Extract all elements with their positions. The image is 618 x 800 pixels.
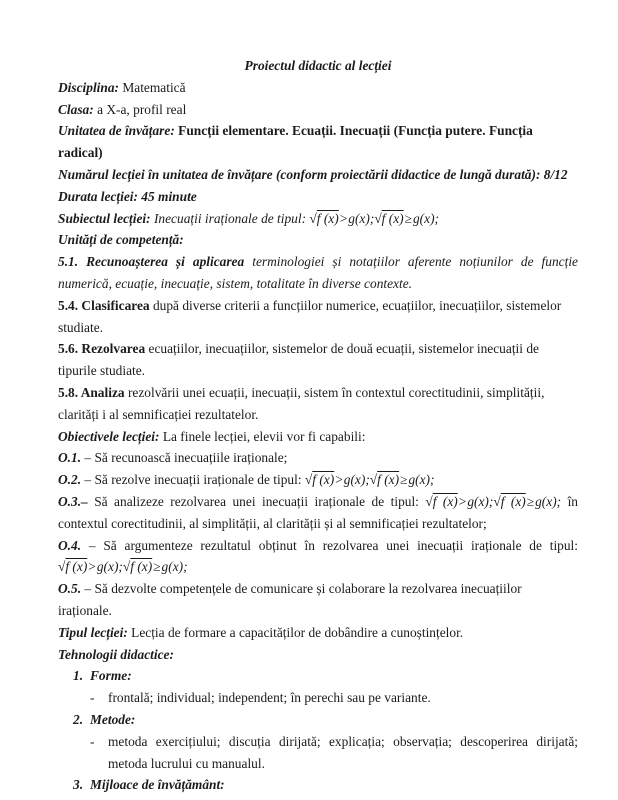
page-title-line [58,55,578,77]
field-unitatea-label: Unitatea de învățare: [58,123,175,139]
field-unitatea [58,120,578,164]
obiectiv-o1: O.1. – Să recunoască inecuațiile iraționale; [58,450,288,466]
irrational-inequality-formula: √f (x)>g(x);√f (x)≥g(x); [309,210,439,226]
field-durata-lectiei: Durata lecției: 45 minute [58,188,197,204]
obiectiv-o4: O.4. – Să argumenteze rezultatul obținut în rezolvarea unei inecuații iraționale de tipul: √f (x)>g(x);√f (x)≥g(x); [58,537,578,575]
competenta-5-6: 5.6. Rezolvarea ecuațiilor, inecuațiilor, sistemelor de două ecuații, sistemelor inecuații de tipurile studiate. [58,341,539,379]
field-unitatea-value: Funcții elementare. Ecuații. Inecuații (Funcția putere. Funcția radical) [58,123,533,161]
field-subiectul-label: Subiectul lecției: [58,210,151,226]
list-number: 2. [73,711,84,727]
heading-obiective: Obiectivele lecției: La finele lecției, elevii vor fi capabili: [58,428,366,444]
list-item-forme: 1. Forme: [58,665,578,687]
field-tipul-lectiei: Tipul lecției: Lecția de formare a capacităților de dobândire a cunoștințelor. [58,624,464,640]
dash-bullet: - [90,690,95,706]
field-clasa-label: Clasa: [58,101,94,117]
field-disciplina-label: Disciplina: [58,79,120,95]
field-disciplina-value: Matematică [119,79,186,95]
field-clasa [58,99,578,121]
field-subiectul-lectiei [58,208,578,230]
heading-unitati-competenta: Unități de competență: [58,232,184,248]
heading-tehnologii: Tehnologii didactice: [58,646,174,662]
list-item-metode: 2. Metode: [58,709,578,731]
list-item-mijloace: 3. Mijloace de învățământ: [58,774,578,796]
obiectiv-o3: O.3.– Să analizeze rezolvarea unei inecuații iraționale de tipul: √f (x)>g(x);√f (x)≥g(x); în contextul corectitudinii, al simplității, al clarității și al semnificației rezultatelor; [58,493,578,531]
competenta-5-1: 5.1. Recunoașterea și aplicarea terminologiei și notațiilor aferente noțiunilor de funcție numerică, ecuație, inecuație, sistem, totalitate în diverse contexte. [58,254,578,291]
list-number: 1. [73,668,84,684]
page-title: Proiectul didactic al lecției [244,58,392,73]
field-subiectul-intro: Inecuații iraționale de tipul: [150,210,310,226]
irrational-inequality-formula: √f (x)>g(x);√f (x)≥g(x); [304,472,435,488]
field-disciplina [58,77,578,99]
obiectiv-o5: O.5. – Să dezvolte competențele de comunicare și colaborare la rezolvarea inecuațiilor iraționale. [58,581,522,618]
field-numarul-lectiei: Numărul lecției în unitatea de învățare (conform proiectării didactice de lungă durată): 8/12 [58,166,568,182]
dash-bullet: - [90,733,95,749]
list-number: 3. [73,777,84,793]
document-page [58,55,578,796]
competenta-5-4: 5.4. Clasificarea după diverse criterii a funcțiilor numerice, ecuațiilor, inecuațiilor, sistemelor studiate. [58,297,562,335]
field-clasa-value: a X-a, profil real [93,101,187,117]
obiectiv-o2: O.2. – Să rezolve inecuații iraționale de tipul: √f (x)>g(x);√f (x)≥g(x); [58,472,435,488]
irrational-inequality-formula: √f (x)>g(x);√f (x)≥g(x); [425,493,562,509]
competenta-5-8: 5.8. Analiza rezolvării unei ecuații, inecuații, sistem în contextul corectitudinii, simplității, clarități i al semnificației rezultatelor. [58,384,545,422]
list-subitem-forme: - frontală; individual; independent; în perechi sau pe variante. [58,687,578,709]
irrational-inequality-formula: √f (x)>g(x);√f (x)≥g(x); [58,559,188,575]
list-subitem-metode: - metoda exercițiului; discuția dirijată; explicația; observația; descoperirea dirijată; metoda lucrului cu manualul. [58,731,578,775]
